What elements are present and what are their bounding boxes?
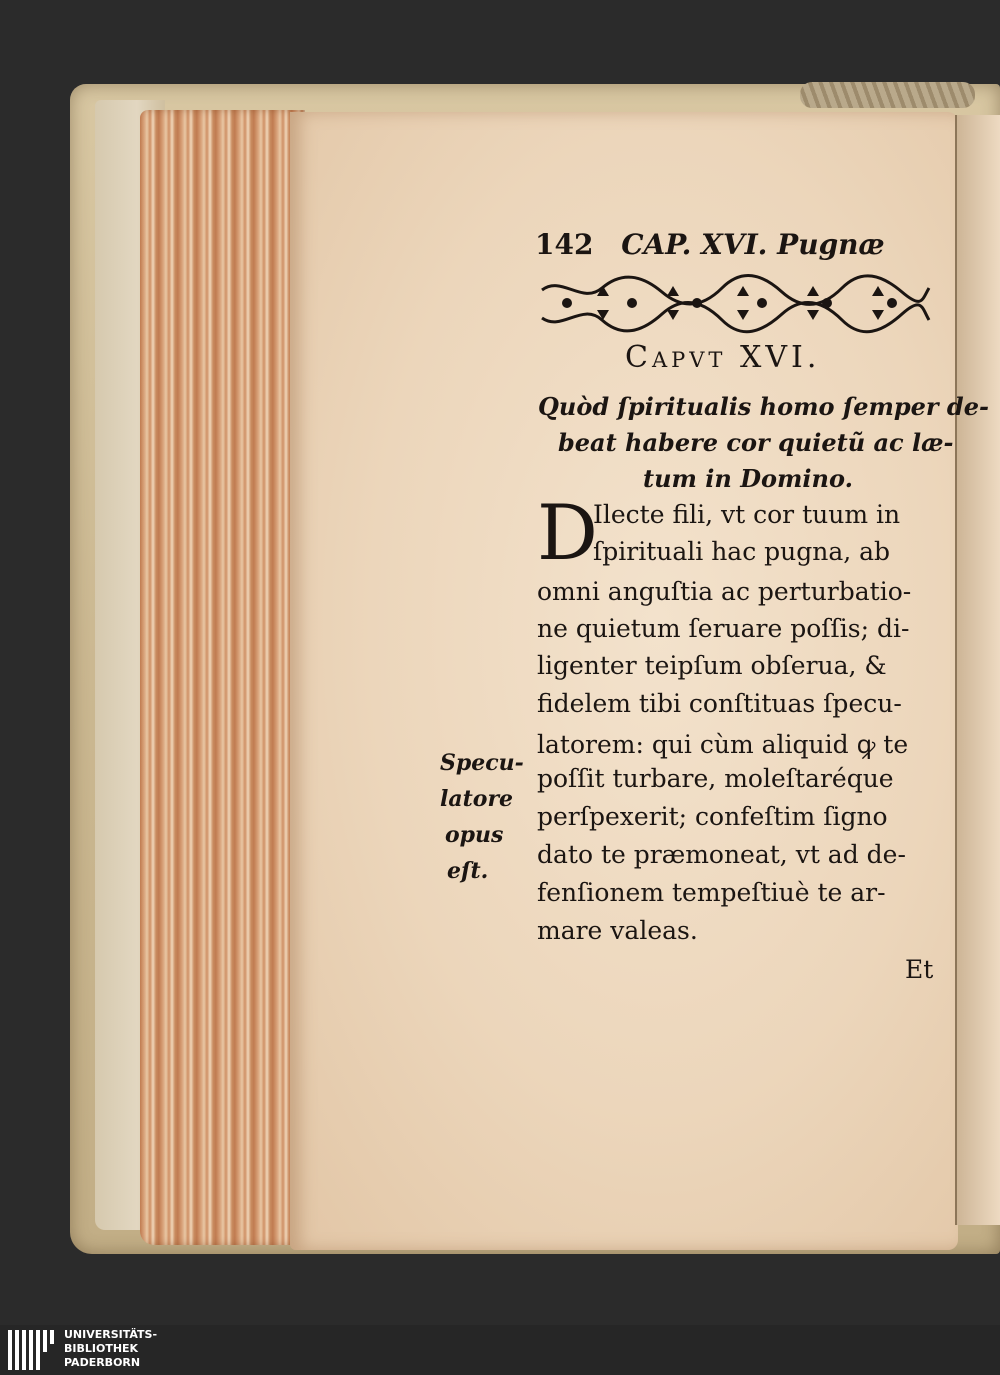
body-line: dato te præmoneat, vt ad de- (537, 840, 906, 869)
page-edges (140, 110, 305, 1245)
body-line: ne quietum ſeruare poſſis; di- (537, 614, 910, 643)
body-line: mare valeas. (537, 916, 698, 945)
margin-note-line: eſt. (447, 858, 489, 884)
logo-line: PADERBORN (64, 1356, 141, 1369)
subheading-line: Quòd ſpiritualis homo ſemper de- (538, 392, 989, 421)
library-logo-text (64, 1328, 157, 1370)
margin-note-line: latore (440, 786, 514, 812)
body-line: perſpexerit; confeſtim ſigno (537, 802, 888, 831)
margin-note-line: opus (445, 822, 504, 848)
margin-note-line: Specu- (440, 750, 524, 776)
subheading-line: beat habere cor quietũ ac læ- (558, 428, 954, 457)
running-title: CAP. XVI. Pugnæ (621, 228, 885, 261)
body-line: omni anguſtia ac perturbatio- (537, 577, 912, 606)
body-line: fenſionem tempeſtiuè te ar- (537, 878, 886, 907)
ornament-band (537, 270, 932, 334)
library-logo-icon (8, 1330, 56, 1370)
binding-tie (800, 82, 975, 108)
body-line: poſſit turbare, moleſtaréque (537, 764, 894, 793)
facing-page-edge (955, 115, 1000, 1225)
body-line: latorem: qui cùm aliquid ꝙ te (537, 730, 909, 759)
body-line: fidelem tibi conſtituas ſpecu- (537, 689, 902, 718)
logo-line: BIBLIOTHEK (64, 1342, 139, 1355)
subheading-line: tum in Domino. (643, 464, 853, 493)
body-line: Ilecte fili, vt cor tuum in (593, 500, 901, 529)
body-line: ligenter teipſum obſerua, & (537, 651, 887, 680)
page-number: 142 (535, 228, 594, 261)
running-head (535, 228, 885, 261)
catchword: Et (905, 955, 934, 984)
body-line: ſpirituali hac pugna, ab (593, 537, 891, 566)
logo-line: UNIVERSITÄTS- (64, 1328, 158, 1341)
drop-cap: D (537, 488, 598, 577)
chapter-title: Capvt XVI. (625, 340, 821, 375)
